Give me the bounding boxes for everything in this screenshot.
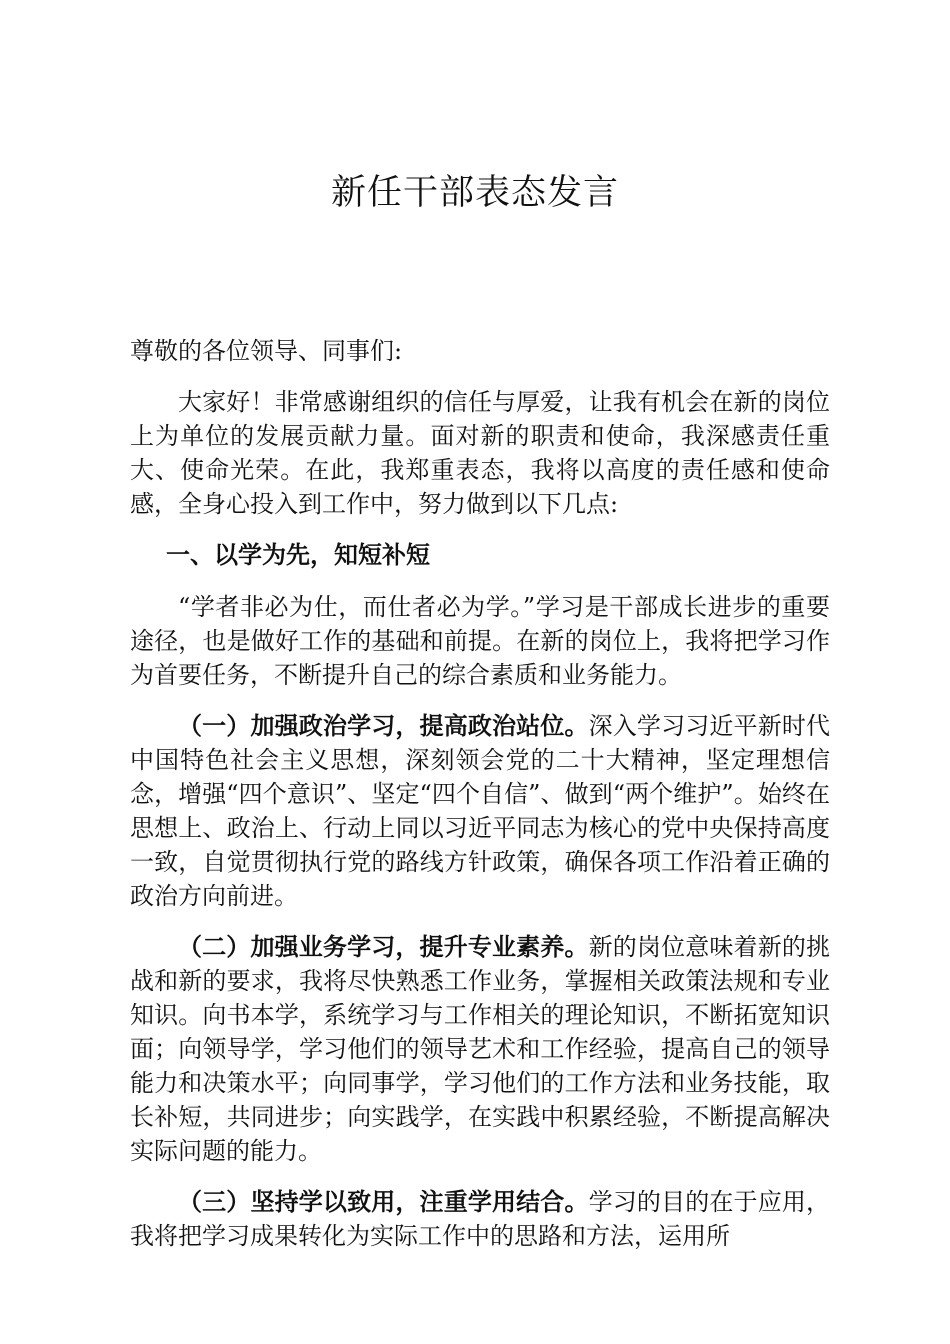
document-body: [130, 334, 830, 1270]
item-1-body: 深入学习习近平新时代中国特色社会主义思想，深刻领会党的二十大精神，坚定理想信念，增强“四个意识”、坚定“四个自信”、做到“两个维护”。始终在思想上、政治上、行动上同以习近平同志为核心的党中央保持高度一致，自觉贯彻执行党的路线方针政策，确保各项工作沿着正确的政治方向前进。: [130, 712, 831, 910]
intro-paragraph: 大家好！非常感谢组织的信任与厚爱，让我有机会在新的岗位上为单位的发展贡献力量。面对新的职责和使命，我深感责任重大、使命光荣。在此，我郑重表态，我将以高度的责任感和使命感，全身心投入到工作中，努力做到以下几点:: [130, 388, 830, 518]
item-3-paragraph: [130, 1185, 830, 1253]
item-3-body: 学习的目的在于应用，我将把学习成果转化为实际工作中的思路和方法，运用所: [130, 1188, 831, 1250]
item-2-paragraph: [130, 930, 830, 1168]
document-title: 新任干部表态发言: [330, 173, 619, 213]
salutation: 尊敬的各位领导、同事们:: [130, 337, 403, 365]
section-heading-1: 一、以学为先，知短补短: [166, 540, 430, 569]
section-1-paragraph: “学者非必为仕，而仕者必为学。”学习是干部成长进步的重要途径，也是做好工作的基础和前提。在新的岗位上，我将把学习作为首要任务，不断提升自己的综合素质和业务能力。: [130, 593, 830, 689]
item-2-lead: （二）加强业务学习，提升专业素养。: [178, 932, 589, 961]
item-2-body: 新的岗位意味着新的挑战和新的要求，我将尽快熟悉工作业务，掌握相关政策法规和专业知识。向书本学，系统学习与工作相关的理论知识，不断拓宽知识面；向领导学，学习他们的领导艺术和工作经验，提高自己的领导能力和决策水平；向同事学，学习他们的工作方法和业务技能，取长补短，共同进步；向实践学，在实践中积累经验，不断提高解决实际问题的能力。: [130, 933, 831, 1165]
item-1-paragraph: [130, 709, 830, 913]
item-3-lead: （三）坚持学以致用，注重学用结合。: [178, 1187, 589, 1216]
item-1-lead: （一）加强政治学习，提高政治站位。: [178, 711, 589, 740]
